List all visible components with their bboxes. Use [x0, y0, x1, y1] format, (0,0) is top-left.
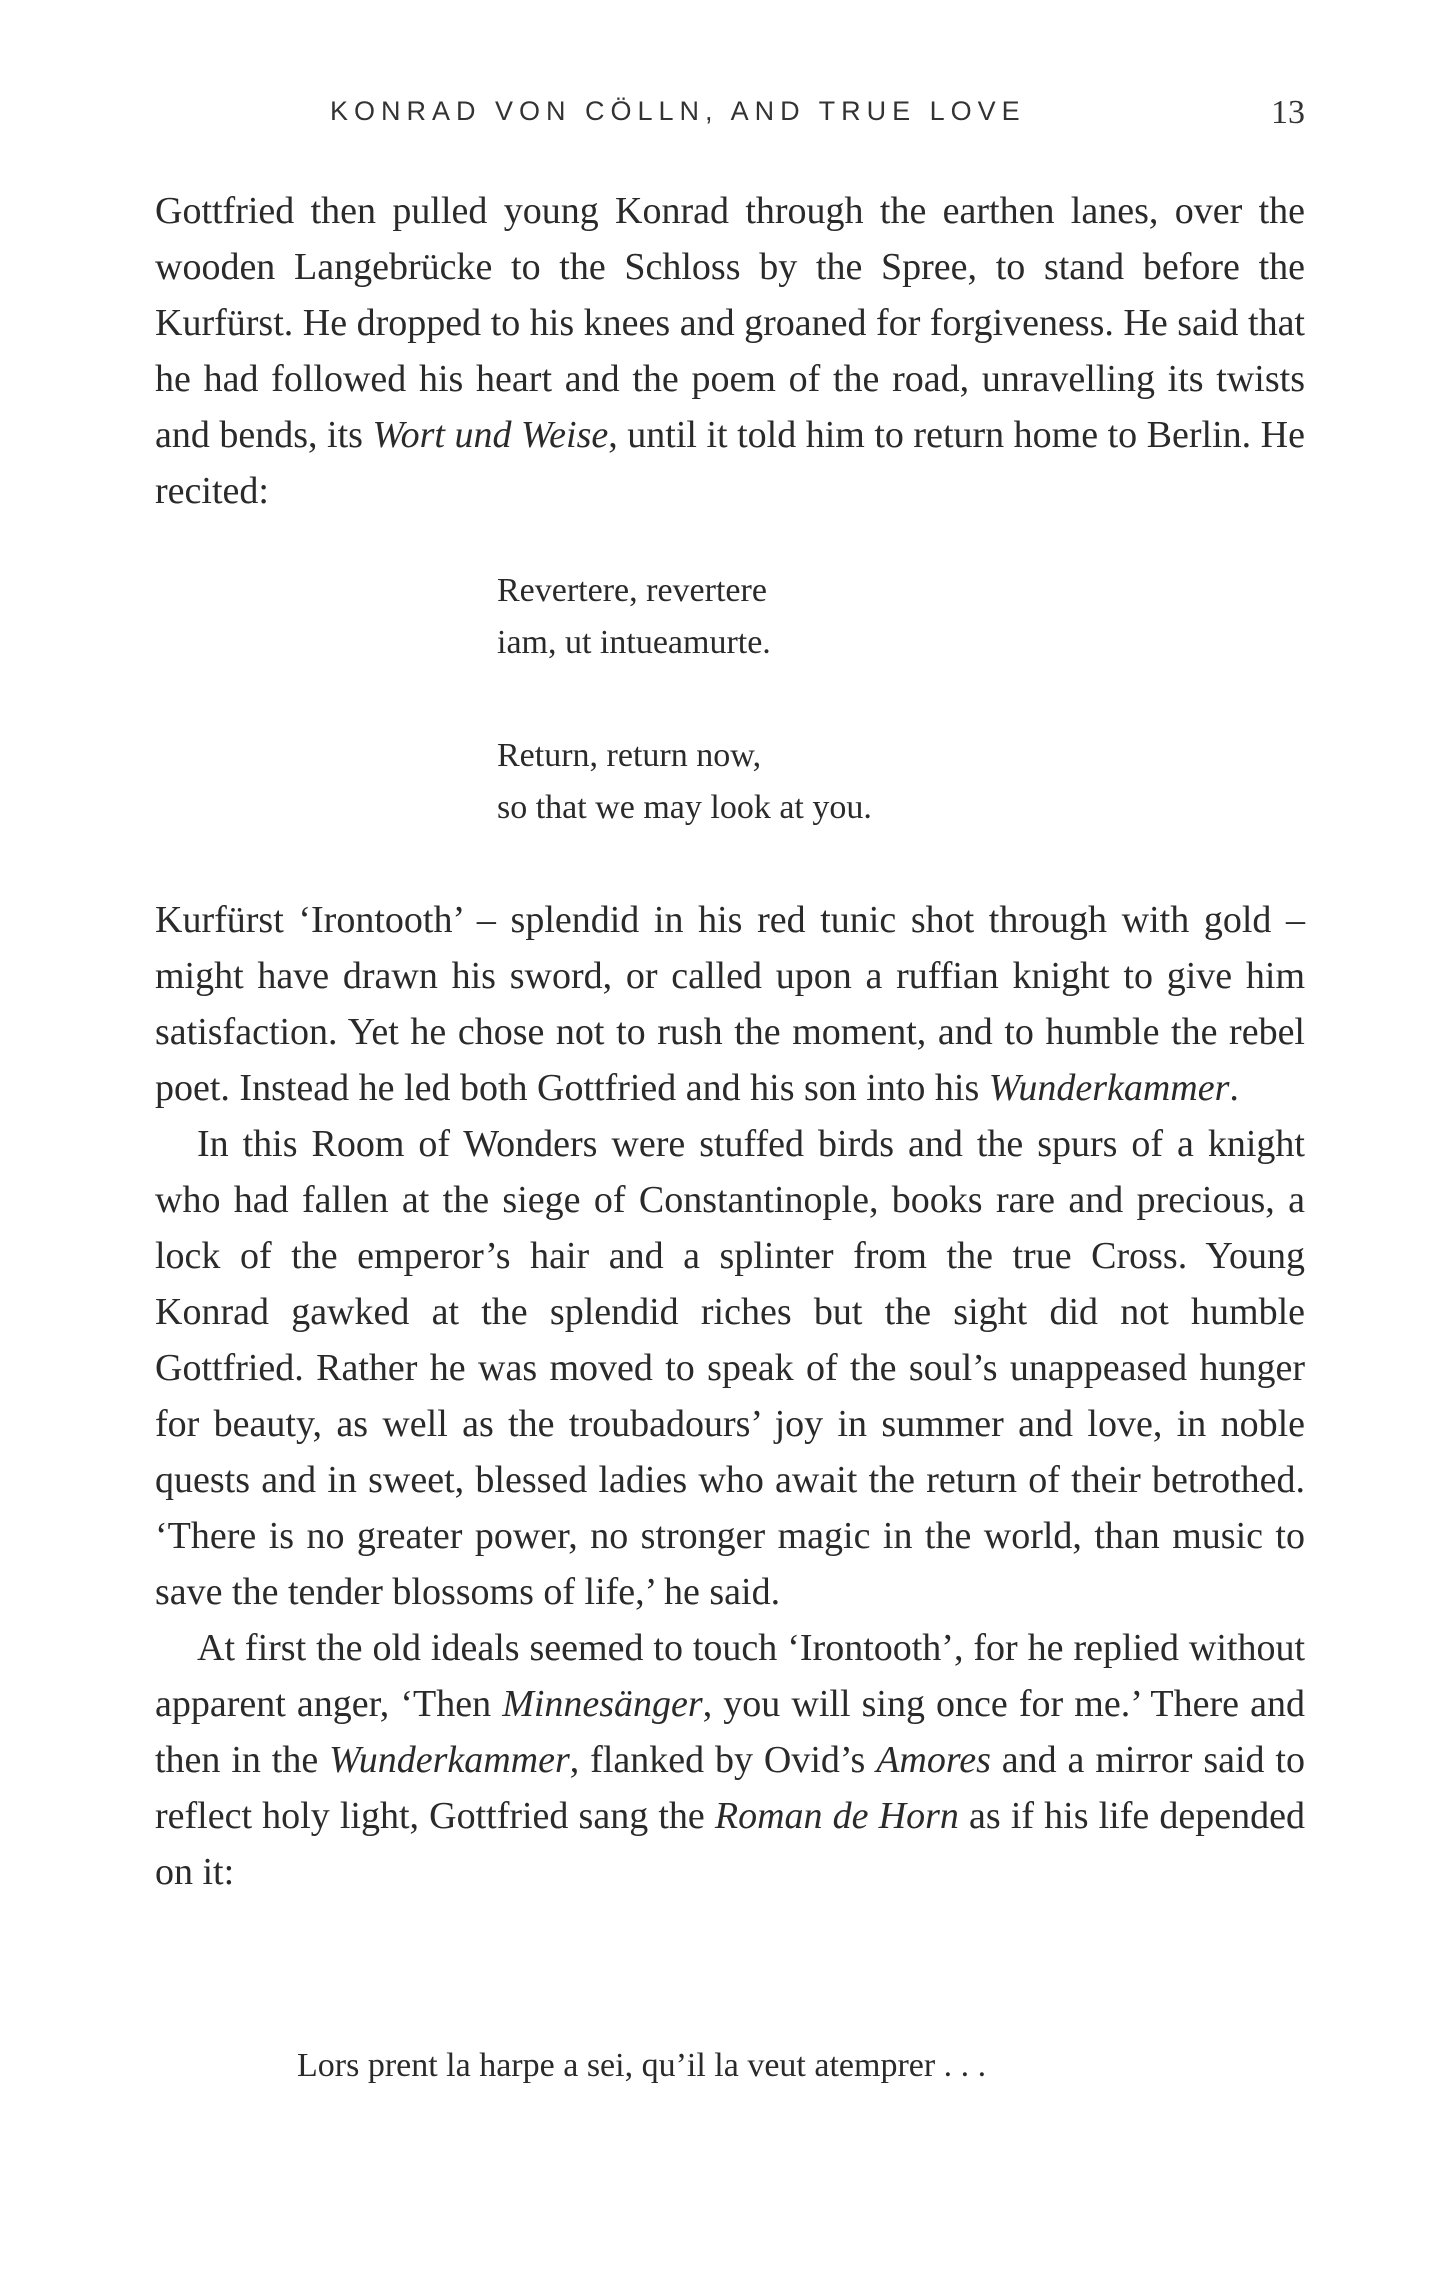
paragraph-4-text-3: , flanked by Ovid’s — [569, 1739, 877, 1781]
paragraph-4-text-5: as if his life depended on it: — [155, 1795, 1305, 1893]
verse-english — [497, 730, 872, 834]
paragraph-4 — [155, 1620, 1305, 1900]
paragraph-4-text-4: and a mirror said to reflect holy light, Gottfried sang the — [155, 1739, 1305, 1837]
paragraph-4-text-1: At first the old ideals seemed to touch ‘Irontooth’, for he replied without apparent anger, ‘Then — [155, 1627, 1305, 1725]
paragraph-3-text: In this Room of Wonders were stuffed birds and the spurs of a knight who had fallen at the siege of Constantinople, books rare and precious, a lock of the emperor’s hair and a splinter from the true Cross. Young Konrad gawked at the splendid riches but the sight did not humble Gottfried. Rather he was moved to speak of the soul’s unappeased hunger for beauty, as well as the troubadours’ joy in summer and love, in noble quests and in sweet, blessed ladies who await the return of their betrothed. ‘There is no greater power, no stronger magic in the world, than music to save the tender blossoms of life,’ he said. — [155, 1123, 1305, 1613]
paragraph-4-italic-2: Wunderkammer — [329, 1739, 570, 1781]
paragraph-4-italic-1: Minnesänger — [502, 1683, 703, 1725]
verse-latin — [497, 565, 771, 669]
verse-english-line-2: so that we may look at you. — [497, 789, 872, 826]
paragraph-2 — [155, 892, 1305, 1900]
verse-french — [297, 2040, 986, 2092]
paragraph-2-text: Kurfürst ‘Irontooth’ – splendid in his red tunic shot through with gold – might have drawn his sword, or called upon a ruffian knight to give him satisfaction. Yet he chose not to rush the moment, and to humble the rebel poet. Instead he led both Gottfried and his son into his — [155, 899, 1305, 1109]
paragraph-1-italic: Wort und Weise — [372, 414, 609, 456]
paragraph-4-text-2: , you will sing once for me.’ There and then in the — [155, 1683, 1305, 1781]
paragraph-2-after: . — [1229, 1067, 1239, 1109]
running-title: KONRAD VON CÖLLN, AND TRUE LOVE — [330, 96, 1026, 126]
verse-latin-line-1: Revertere, revertere — [497, 572, 767, 609]
paragraph-2-italic: Wunderkammer — [988, 1067, 1230, 1109]
verse-english-line-1: Return, return now, — [497, 737, 762, 774]
paragraph-1 — [155, 183, 1305, 519]
page-header — [155, 96, 1305, 146]
page-number: 13 — [1271, 94, 1305, 131]
verse-latin-line-2: iam, ut intueamurte. — [497, 624, 771, 661]
paragraph-3 — [155, 1116, 1305, 1620]
paragraph-4-italic-3: Amores — [876, 1739, 991, 1781]
paragraph-1-text: Gottfried then pulled young Konrad through the earthen lanes, over the wooden Langebrücke to the Schloss by the Spree, to stand before the Kurfürst. He dropped to his knees and groaned for forgiveness. He said that he had followed his heart and the poem of the road, unravelling its twists and bends, its — [155, 190, 1305, 456]
verse-french-line-1: Lors prent la harpe a sei, qu’il la veut atemprer . . . — [297, 2047, 987, 2084]
paragraph-4-italic-4: Roman de Horn — [714, 1795, 959, 1837]
paragraph-1-after: , until it told him to return home to Berlin. He recited: — [155, 414, 1305, 512]
